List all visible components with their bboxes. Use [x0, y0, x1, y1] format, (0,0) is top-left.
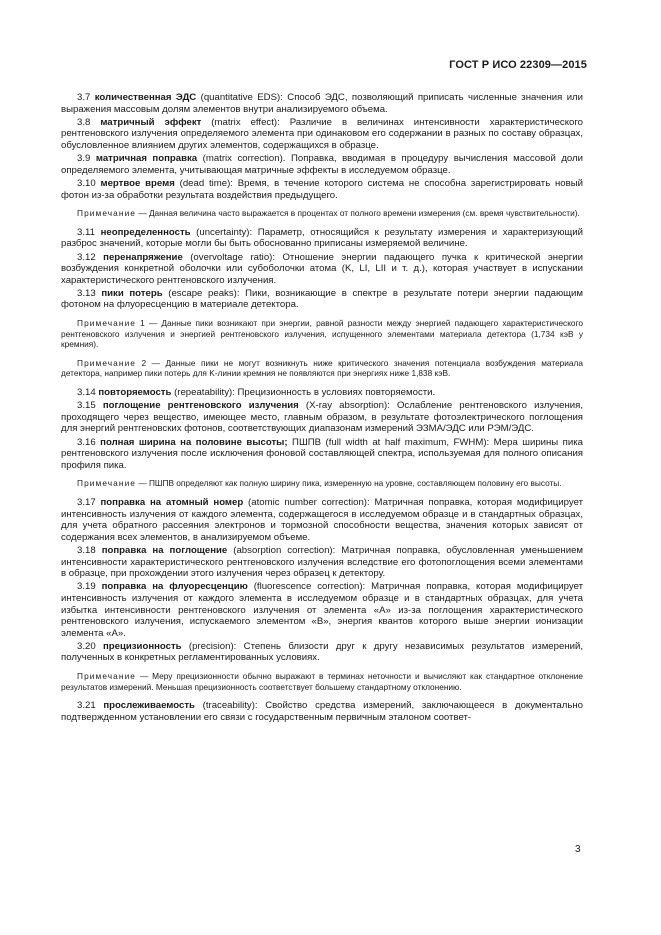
term-3-9 — [61, 153, 583, 176]
term-number: 3.18 — [77, 544, 96, 556]
term-definition: (X-ray absorption): Ослабление рентгеновского излучения, проходящего через вещество, имеющее место, главным образом, в результате фотоэлектрического поглощения для энергий рентгеновских фотонов, соответствующих диапазонам измерений ЭЗМА/ЭДС или РЭМ/ЭДС. — [61, 400, 583, 435]
note-text: — Меру прецизионности обычно выражают в терминах неточности и вычисляют как стандартное отклонение результатов измерений. Меньшая прецизионность соответствует большему стандартному отклонению. — [61, 671, 583, 692]
term-number: 3.7 — [77, 92, 91, 103]
note-3-10 — [61, 208, 583, 219]
term-title: матричный эффект — [100, 116, 202, 128]
term-3-10 — [61, 178, 583, 201]
term-number: 3.10 — [77, 177, 96, 189]
note-2-3-13 — [61, 358, 583, 379]
note-label: Примечание — [77, 318, 137, 329]
term-definition: (repeatability): Прецизионность в условиях повторяемости. — [171, 387, 436, 399]
term-number: 3.13 — [77, 287, 96, 299]
term-definition: (absorption correction): Матричная поправка, обусловленная уменьшением интенсивности характеристического рентгеновского излучения вследствие его фотопоглощения всеми элементами в образце, при прохождении этого излучения через образец к детектору. — [61, 544, 584, 580]
term-3-15 — [61, 400, 583, 435]
term-title: поправка на флуоресценцию — [101, 581, 248, 593]
page-number: 3 — [575, 844, 581, 855]
term-number: 3.11 — [77, 226, 95, 238]
note-1-3-13 — [61, 318, 583, 350]
term-definition: (dead time): Время, в течение которого система не способна зарегистрировать новый фотон из-за обработки результата воздействия предыдущего. — [61, 177, 583, 201]
term-3-21 — [61, 700, 583, 723]
term-title: поглощение рентгеновского излучения — [102, 400, 299, 412]
term-number: 3.16 — [77, 436, 96, 448]
term-3-7 — [61, 92, 583, 115]
term-number: 3.12 — [77, 251, 96, 263]
note-label: Примечание — [77, 671, 137, 682]
term-definition: (fluorescence correction): Матричная поправка, которая модифицирует интенсивность излучения от каждого элемента в исследуемом образце и в стандартных образцах, для учета избытка интенсивности рентгеновского излучения от элемента «A» из-за поглощения характеристического рентгеновского излучения, испускаемого элементом «B», энергия квантов которого выше энергии ионизации элемента «A». — [61, 581, 583, 639]
term-title: перенапряжение — [103, 251, 183, 263]
term-3-18 — [61, 545, 583, 580]
term-title: матричная поправка — [95, 153, 198, 165]
note-text: 1 — Данные пики возникают при энергии, равной разности между энергией падающего характеристического рентгеновского излучения и энергией рентгеновского излучения, испущенного элементами материала детектора (1,734 кэВ у кремния). — [61, 318, 583, 350]
term-title: поправка на поглощение — [101, 544, 228, 556]
term-definition: (overvoltage ratio): Отношение энергии падающего пучка к критической энергии возбуждения конкретной оболочки или субоболочки атома (K, LI, LII и т. д.), которая участвует в испускании характеристического рентгеновского излучения. — [61, 251, 583, 286]
term-number: 3.9 — [77, 153, 91, 165]
term-3-13 — [61, 288, 583, 311]
note-text: — ПШПВ определяют как полную ширину пика, измеренную на уровне, составляющем половину его высоты. — [136, 478, 562, 489]
term-3-11 — [61, 227, 583, 250]
term-number: 3.17 — [77, 496, 96, 508]
term-title: повторяемость — [98, 387, 172, 399]
term-title: прослеживаемость — [103, 700, 195, 712]
term-3-19 — [61, 581, 583, 639]
note-3-16 — [61, 478, 583, 489]
term-3-20 — [61, 641, 583, 664]
note-text: 2 — Данные пики не могут возникнуть ниже критического значения потенциала возбуждения материала детектора, например пики потерь для K-линии кремния не появляются при энергиях ниже 1,838 кэВ. — [61, 357, 583, 379]
term-3-12 — [61, 252, 583, 287]
term-number: 3.14 — [77, 387, 96, 399]
term-definition: (atomic number correction): Матричная поправка, которая модифицирует интенсивность излучения от каждого элемента, содержащегося в исследуемом образце и в стандартных образцах, для учета обратного рассеяния электронов и тормозной способности вещества, значения которых зависят от содержания всех элементов, в анализируемом объеме. — [61, 496, 583, 543]
term-title: полная ширина на половине высоты; — [100, 436, 288, 448]
term-definition: (matrix correction). Поправка, вводимая в процедуру вычисления массовой доли определяемого элемента, учитывающая матричные эффекты в исследуемом образце. — [61, 153, 583, 176]
term-number: 3.8 — [77, 116, 91, 128]
term-definition: (uncertainty): Параметр, относящийся к результату измерения и характеризующий разброс значений, которые могли бы быть обоснованно приписаны измеряемой величине. — [61, 226, 583, 250]
note-text: — Данная величина часто выражается в процентах от полного времени измерения (см. время чувствительности). — [136, 208, 580, 219]
term-number: 3.21 — [77, 700, 96, 712]
note-label: Примечание — [77, 357, 137, 368]
note-3-20 — [61, 671, 583, 692]
term-3-17 — [61, 497, 583, 543]
term-title: неопределенность — [100, 226, 191, 238]
term-definition: (precision): Степень близости друг к другу независимых результатов измерений, полученных в конкретных регламентированных условиях. — [61, 640, 583, 664]
term-3-16 — [61, 437, 583, 472]
term-title: мертвое время — [100, 177, 175, 189]
note-label: Примечание — [77, 478, 137, 489]
term-number: 3.15 — [77, 400, 96, 412]
term-definition: (quantitative EDS): Способ ЭДС, позволяющий приписать численные значения или выражения массовым долям элементов внутри анализируемого объема. — [61, 92, 584, 115]
term-title: поправка на атомный номер — [100, 496, 244, 508]
term-title: количественная ЭДС — [94, 92, 197, 103]
term-definition: ПШПВ (full width at half maximum, FWHM): Мера ширины пика рентгеновского излучения после исключения фоновой составляющей спектра, используемая для полного описания профиля пика. — [61, 436, 583, 471]
term-3-8 — [61, 117, 583, 152]
term-definition: (escape peaks): Пики, возникающие в спектре в результате потери энергии падающим фотоном на флуоресценцию в материале детектора. — [61, 287, 583, 311]
note-label: Примечание — [77, 208, 137, 219]
standard-header: ГОСТ Р ИСО 22309—2015 — [449, 59, 587, 71]
document-body — [61, 92, 583, 725]
term-number: 3.19 — [77, 581, 96, 593]
term-title: прецизионность — [103, 640, 182, 652]
term-3-14 — [61, 387, 583, 399]
term-number: 3.20 — [77, 640, 96, 652]
term-title: пики потерь — [101, 287, 163, 299]
term-definition: (traceability): Свойство средства измерений, заключающееся в документально подтвержденном установлении его связи с государственным первичным эталоном соответ- — [61, 700, 583, 723]
term-definition: (matrix effect): Различие в величинах интенсивности характеристического рентгеновского излучения определяемого элемента при одинаковом его содержании в разных по составу образцах, обусловленное влиянием других элементов, содержащихся в образце. — [61, 116, 583, 151]
